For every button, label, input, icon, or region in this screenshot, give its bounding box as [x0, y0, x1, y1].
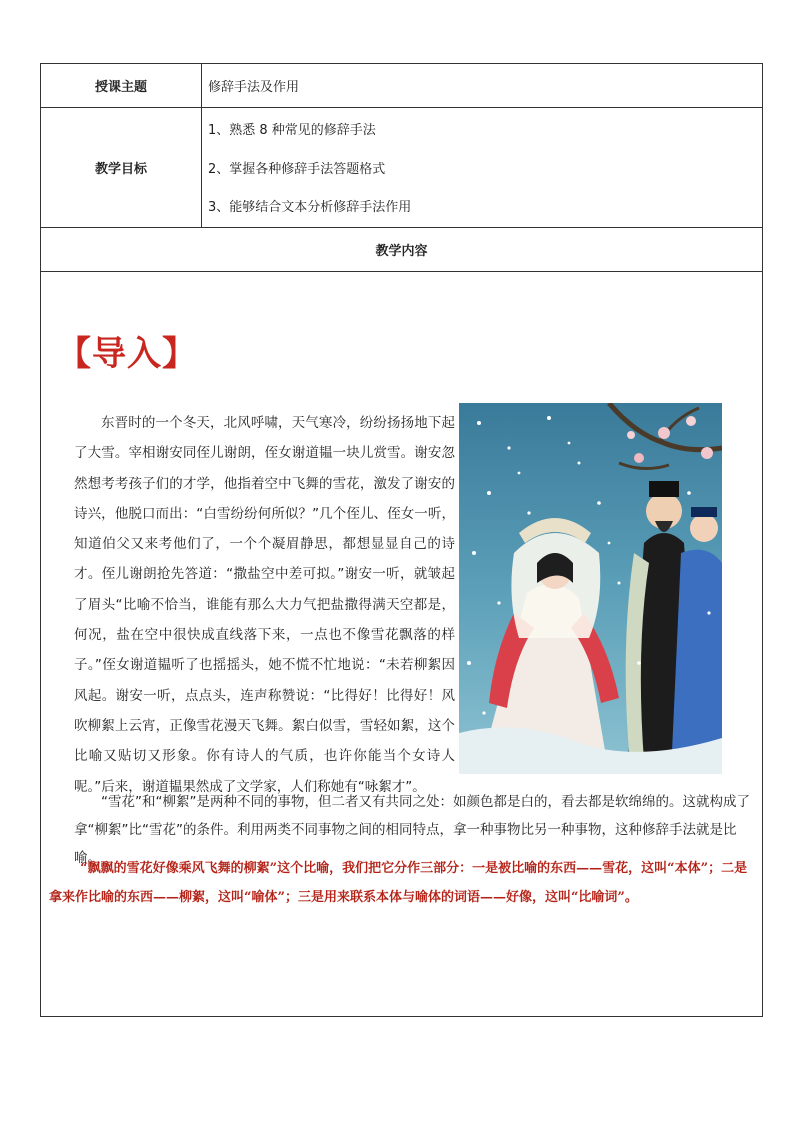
lesson-table [40, 63, 763, 1017]
snow-scene-illustration [459, 403, 722, 774]
goals-list [202, 108, 762, 227]
content-area [41, 272, 762, 1016]
goal-item: 3、能够结合文本分析修辞手法作用 [208, 200, 412, 215]
topic-value: 修辞手法及作用 [208, 80, 300, 95]
goals-label: 教学目标 [41, 108, 202, 227]
content-header-row [41, 228, 762, 272]
goal-item: 2、掌握各种修辞手法答题格式 [208, 162, 386, 177]
goal-item: 1、熟悉 8 种常见的修辞手法 [208, 123, 376, 138]
content-label: 教学内容 [375, 244, 428, 259]
topic-row [41, 64, 762, 108]
metaphor-breakdown-paragraph: “飘飘的雪花好像乘风飞舞的柳絮”这个比喻，我们把它分作三部分：一是被比喻的东西——雪花，这叫“本体”；二是拿来作比喻的东西——柳絮，这叫“喻体”；三是用来联系本体与喻体的词语——好像，这叫“比喻词”。 [49, 861, 748, 905]
story-paragraph: 东晋时的一个冬天，北风呼啸，天气寒冷，纷纷扬扬地下起了大雪。宰相谢安同侄儿谢朗，侄女谢道韫一块儿赏雪。谢安忽然想考考孩子们的才学，他指着空中飞舞的雪花，激发了谢安的诗兴，他脱口而出：“白雪纷纷何所似？”几个侄儿、侄女一听，知道伯父又来考他们了，一个个凝眉静思，都想显显自己的诗才。侄儿谢朗抢先答道：“撒盐空中差可拟。”谢安一听，就皱起了眉头“比喻不恰当，谁能有那么大力气把盐撒得满天空都是，何况，盐在空中很快成直线落下来，一点也不像雪花飘落的样子。”侄女谢道韫听了也摇摇头，她不慌不忙地说：“未若柳絮因风起。谢安一听，点点头，连声称赞说：“比得好！比得好！风吹柳絮上云宵，正像雪花漫天飞舞。絮白似雪，雪轻如絮，这个比喻又贴切又形象。你有诗人的气质，也许你能当个女诗人呢。”后来，谢道韫果然成了文学家，人们称她有“咏絮才”。 [74, 415, 455, 795]
explanation-paragraph: “雪花”和“柳絮”是两种不同的事物，但二者又有共同之处：如颜色都是白的，看去都是软绵绵的。这就构成了拿“柳絮”比“雪花”的条件。利用两类不同事物之间的相同特点，拿一种事物比另一种事物，这种修辞手法就是比喻。 [74, 794, 750, 866]
topic-label: 授课主题 [41, 64, 202, 107]
intro-title: 【导入】 [57, 334, 197, 374]
goals-row [41, 108, 762, 228]
